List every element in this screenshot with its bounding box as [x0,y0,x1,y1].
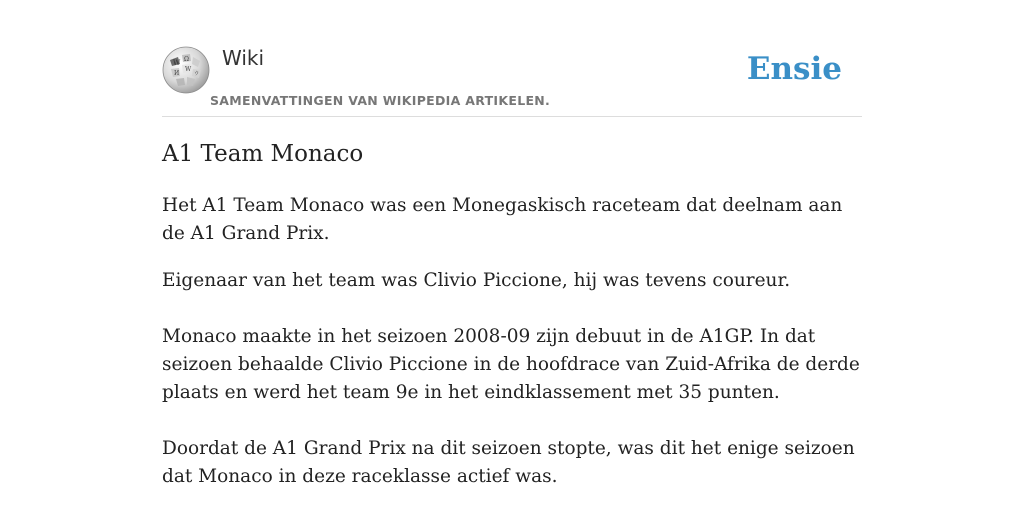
svg-text:W: W [173,59,181,67]
site-name[interactable]: Wiki [222,46,265,70]
brand-logo[interactable]: Ensie [746,51,842,87]
article-paragraph: Eigenaar van het team was Clivio Piccione, hij was tevens coureur. [162,270,791,291]
page-title: A1 Team Monaco [162,141,364,167]
article-body [162,192,862,491]
article-paragraph: Doordat de A1 Grand Prix na dit seizoen stopte, was dit het enige seizoen dat Monaco in deze raceklasse actief was. [162,438,855,487]
svg-text:ウ: ウ [194,71,200,77]
site-header [162,40,862,117]
wikipedia-globe-icon[interactable] [162,46,210,94]
site-tagline: SAMENVATTINGEN VAN WIKIPEDIA ARTIKELEN. [210,93,551,108]
article-paragraph: Monaco maakte in het seizoen 2008-09 zijn debuut in de A1GP. In dat seizoen behaalde Clivio Piccione in de hoofdrace van Zuid-Afrika de derde plaats en werd het team 9e in het eindklassement met 35 punten. [162,326,860,403]
svg-text:Ω: Ω [184,56,189,63]
article-paragraph: Het A1 Team Monaco was een Monegaskisch raceteam dat deelnam aan de A1 Grand Prix. [162,195,843,244]
svg-text:W: W [185,66,192,73]
svg-text:И: И [174,70,180,77]
